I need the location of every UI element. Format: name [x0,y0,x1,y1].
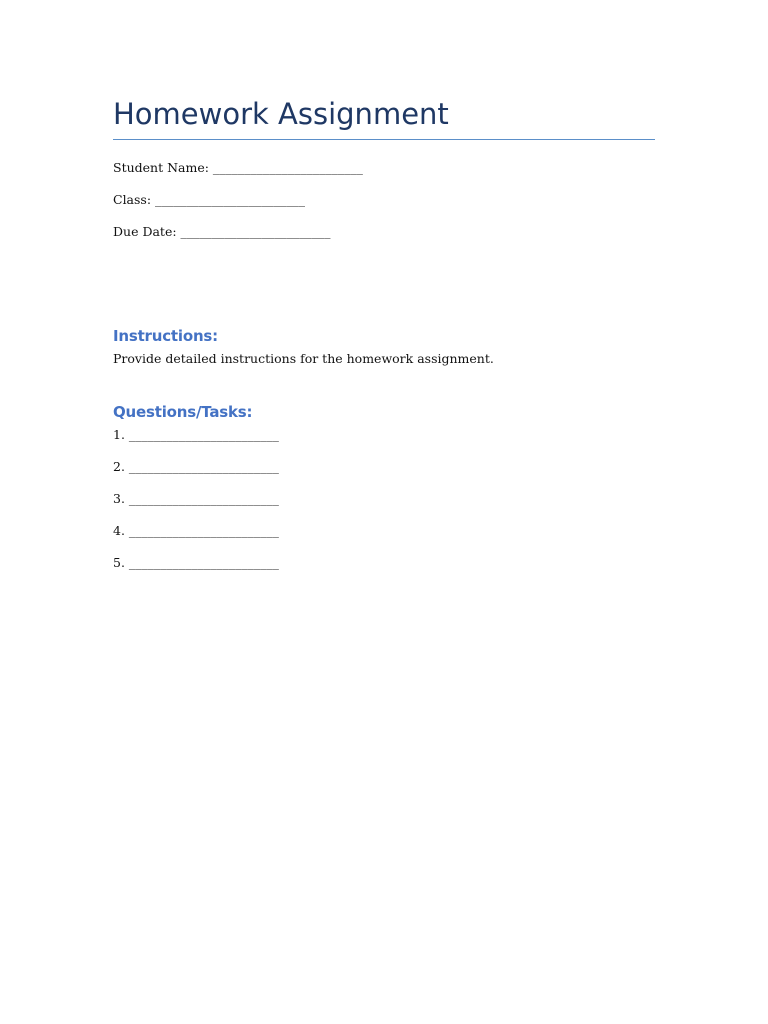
student-name-field: Student Name: ________________________ [113,160,363,175]
class-field: Class: ________________________ [113,192,306,207]
document-title: Homework Assignment [113,97,449,131]
due-date-field: Due Date: ________________________ [113,224,331,239]
title-underline [113,139,655,140]
instructions-heading: Instructions: [113,327,218,345]
task-item-5: 5. ________________________ [113,555,279,570]
task-item-1: 1. ________________________ [113,427,279,442]
task-item-3: 3. ________________________ [113,491,279,506]
tasks-heading: Questions/Tasks: [113,403,253,421]
instructions-text: Provide detailed instructions for the homework assignment. [113,351,494,366]
task-item-2: 2. ________________________ [113,459,279,474]
task-item-4: 4. ________________________ [113,523,279,538]
